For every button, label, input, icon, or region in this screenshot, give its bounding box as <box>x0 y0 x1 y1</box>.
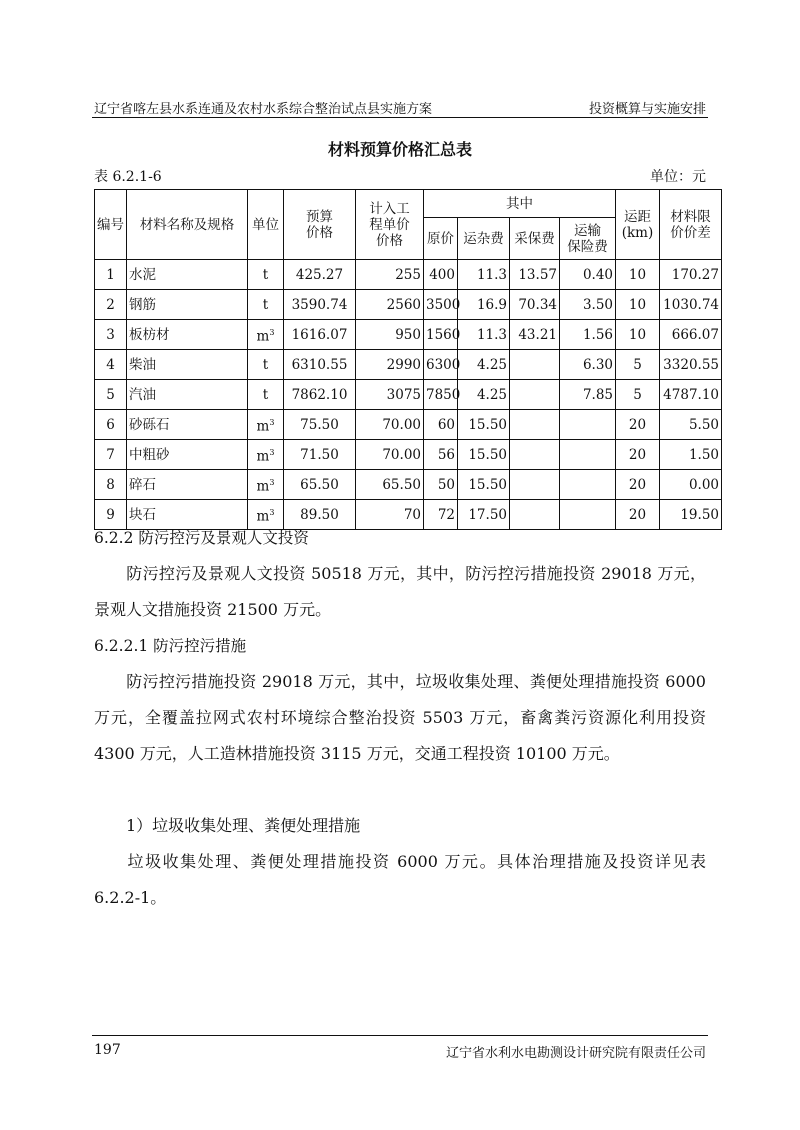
header-section: 投资概算与实施安排 <box>588 102 706 117</box>
unit-text: t <box>262 266 269 283</box>
table-row <box>95 440 722 470</box>
cell-insurance: 7.85 <box>560 380 616 410</box>
col-name-header: 材料名称及规格 <box>127 190 248 260</box>
cell-no: 1 <box>95 260 127 290</box>
cell-distance: 20 <box>616 410 660 440</box>
header-rule <box>92 117 708 118</box>
unit-superscript: 3 <box>269 477 275 487</box>
cell-insurance <box>560 440 616 470</box>
unit-text: t <box>262 356 269 373</box>
table-row <box>95 350 722 380</box>
cell-freight: 15.50 <box>458 410 510 440</box>
col-no-header: 编号 <box>95 190 127 260</box>
materials-table <box>94 189 722 530</box>
cell-name: 碎石 <box>127 470 248 500</box>
unit-text: m <box>256 448 270 465</box>
unit-text: m <box>256 478 270 495</box>
cell-insurance <box>560 500 616 530</box>
cell-budget: 3590.74 <box>284 290 356 320</box>
col-original-header: 原价 <box>424 218 458 260</box>
table-number: 表 6.2.1-6 <box>94 169 162 185</box>
col-of-which-header: 其中 <box>424 190 616 218</box>
cell-procurement <box>510 470 560 500</box>
table-title: 材料预算价格汇总表 <box>327 140 472 159</box>
cell-included: 2990 <box>356 350 424 380</box>
cell-no: 5 <box>95 380 127 410</box>
cell-distance: 20 <box>616 470 660 500</box>
cell-original: 60 <box>424 410 458 440</box>
cell-original: 56 <box>424 440 458 470</box>
cell-no: 7 <box>95 440 127 470</box>
unit-superscript: 3 <box>269 417 275 427</box>
cell-included: 950 <box>356 320 424 350</box>
unit-text: m <box>256 508 270 525</box>
cell-freight: 15.50 <box>458 440 510 470</box>
table-row <box>95 320 722 350</box>
cell-budget: 7862.10 <box>284 380 356 410</box>
col-distance-header: 运距 (km) <box>616 190 660 260</box>
cell-procurement <box>510 410 560 440</box>
cell-budget: 89.50 <box>284 500 356 530</box>
cell-original: 1560 <box>424 320 458 350</box>
cell-budget: 75.50 <box>284 410 356 440</box>
unit-superscript: 3 <box>269 507 275 517</box>
table-body <box>95 260 722 530</box>
cell-diff: 5.50 <box>660 410 722 440</box>
cell-freight: 11.3 <box>458 320 510 350</box>
cell-original: 3500 <box>424 290 458 320</box>
table-row <box>95 380 722 410</box>
cell-insurance: 0.40 <box>560 260 616 290</box>
cell-diff: 1030.74 <box>660 290 722 320</box>
cell-insurance <box>560 410 616 440</box>
unit-text: t <box>262 296 269 313</box>
header-title: 辽宁省喀左县水系连通及农村水系综合整治试点县实施方案 <box>94 102 433 117</box>
cell-diff: 666.07 <box>660 320 722 350</box>
cell-diff: 3320.55 <box>660 350 722 380</box>
paragraph-pollution-measures: 防污控污措施投资 29018 万元，其中，垃圾收集处理、粪便处理措施投资 6000 万元，全覆盖拉网式农村环境综合整治投资 5503 万元，畜禽粪污资源化利用投资 4300 万元，人工造林措施投资 3115 万元，交通工程投资 10100 万元。 <box>94 672 706 763</box>
cell-distance: 20 <box>616 500 660 530</box>
cell-unit <box>248 470 284 500</box>
col-unit-header: 单位 <box>248 190 284 260</box>
table-unit: 单位：元 <box>650 169 706 185</box>
unit-text: t <box>262 386 269 403</box>
cell-included: 70.00 <box>356 410 424 440</box>
cell-unit <box>248 500 284 530</box>
cell-original: 72 <box>424 500 458 530</box>
cell-included: 65.50 <box>356 470 424 500</box>
cell-budget: 6310.55 <box>284 350 356 380</box>
section-heading-6-2-2-1: 6.2.2.1 防污控污措施 <box>94 637 247 655</box>
cell-budget: 65.50 <box>284 470 356 500</box>
cell-included: 2560 <box>356 290 424 320</box>
cell-no: 3 <box>95 320 127 350</box>
col-budget-header: 预算 价格 <box>284 190 356 260</box>
cell-procurement: 43.21 <box>510 320 560 350</box>
footer-organization: 辽宁省水利水电勘测设计研究院有限责任公司 <box>445 1046 706 1061</box>
cell-procurement: 13.57 <box>510 260 560 290</box>
cell-diff: 1.50 <box>660 440 722 470</box>
unit-text: m <box>256 328 270 345</box>
cell-distance: 5 <box>616 380 660 410</box>
cell-name: 柴油 <box>127 350 248 380</box>
cell-included: 255 <box>356 260 424 290</box>
cell-original: 7850 <box>424 380 458 410</box>
table-header <box>95 190 722 260</box>
section-heading-6-2-2: 6.2.2 防污控污及景观人文投资 <box>94 529 309 547</box>
cell-freight: 17.50 <box>458 500 510 530</box>
table-row <box>95 500 722 530</box>
cell-budget: 71.50 <box>284 440 356 470</box>
cell-included: 3075 <box>356 380 424 410</box>
cell-no: 2 <box>95 290 127 320</box>
col-insurance-header: 运输 保险费 <box>560 218 616 260</box>
cell-procurement <box>510 440 560 470</box>
cell-included: 70.00 <box>356 440 424 470</box>
cell-procurement <box>510 350 560 380</box>
cell-insurance <box>560 470 616 500</box>
cell-name: 汽油 <box>127 380 248 410</box>
cell-original: 6300 <box>424 350 458 380</box>
cell-name: 砂砾石 <box>127 410 248 440</box>
cell-name: 中粗砂 <box>127 440 248 470</box>
cell-freight: 4.25 <box>458 380 510 410</box>
table-row <box>95 290 722 320</box>
cell-unit <box>248 320 284 350</box>
cell-unit <box>248 410 284 440</box>
cell-no: 9 <box>95 500 127 530</box>
cell-name: 板枋材 <box>127 320 248 350</box>
cell-distance: 10 <box>616 290 660 320</box>
cell-distance: 5 <box>616 350 660 380</box>
cell-unit <box>248 260 284 290</box>
unit-superscript: 3 <box>269 447 275 457</box>
table-row <box>95 410 722 440</box>
unit-text: m <box>256 418 270 435</box>
cell-insurance: 1.56 <box>560 320 616 350</box>
cell-diff: 19.50 <box>660 500 722 530</box>
cell-freight: 11.3 <box>458 260 510 290</box>
cell-name: 水泥 <box>127 260 248 290</box>
cell-diff: 4787.10 <box>660 380 722 410</box>
cell-no: 6 <box>95 410 127 440</box>
table-row <box>95 260 722 290</box>
col-included-header: 计入工 程单价 价格 <box>356 190 424 260</box>
col-diff-header: 材料限 价价差 <box>660 190 722 260</box>
cell-name: 钢筋 <box>127 290 248 320</box>
cell-no: 8 <box>95 470 127 500</box>
footer-rule <box>92 1035 708 1036</box>
unit-superscript: 3 <box>269 327 275 337</box>
cell-budget: 425.27 <box>284 260 356 290</box>
cell-distance: 20 <box>616 440 660 470</box>
cell-freight: 4.25 <box>458 350 510 380</box>
table-row <box>95 470 722 500</box>
cell-insurance: 6.30 <box>560 350 616 380</box>
cell-no: 4 <box>95 350 127 380</box>
cell-unit <box>248 440 284 470</box>
cell-freight: 16.9 <box>458 290 510 320</box>
cell-procurement: 70.34 <box>510 290 560 320</box>
cell-included: 70 <box>356 500 424 530</box>
cell-distance: 10 <box>616 320 660 350</box>
cell-procurement <box>510 500 560 530</box>
cell-diff: 170.27 <box>660 260 722 290</box>
cell-budget: 1616.07 <box>284 320 356 350</box>
col-procurement-header: 采保费 <box>510 218 560 260</box>
cell-unit <box>248 290 284 320</box>
cell-diff: 0.00 <box>660 470 722 500</box>
cell-procurement <box>510 380 560 410</box>
col-freight-header: 运杂费 <box>458 218 510 260</box>
cell-original: 400 <box>424 260 458 290</box>
cell-insurance: 3.50 <box>560 290 616 320</box>
paragraph-garbage-investment: 垃圾收集处理、粪便处理措施投资 6000 万元。具体治理措施及投资详见表 6.2.2-1。 <box>94 852 706 907</box>
page-number: 197 <box>94 1042 121 1058</box>
cell-distance: 10 <box>616 260 660 290</box>
cell-name: 块石 <box>127 500 248 530</box>
cell-unit <box>248 350 284 380</box>
cell-unit <box>248 380 284 410</box>
cell-original: 50 <box>424 470 458 500</box>
list-item-garbage-treatment: 1）垃圾收集处理、粪便处理措施 <box>126 816 361 835</box>
cell-freight: 15.50 <box>458 470 510 500</box>
paragraph-investment-summary: 防污控污及景观人文投资 50518 万元，其中，防污控污措施投资 29018 万元，景观人文措施投资 21500 万元。 <box>94 564 706 619</box>
